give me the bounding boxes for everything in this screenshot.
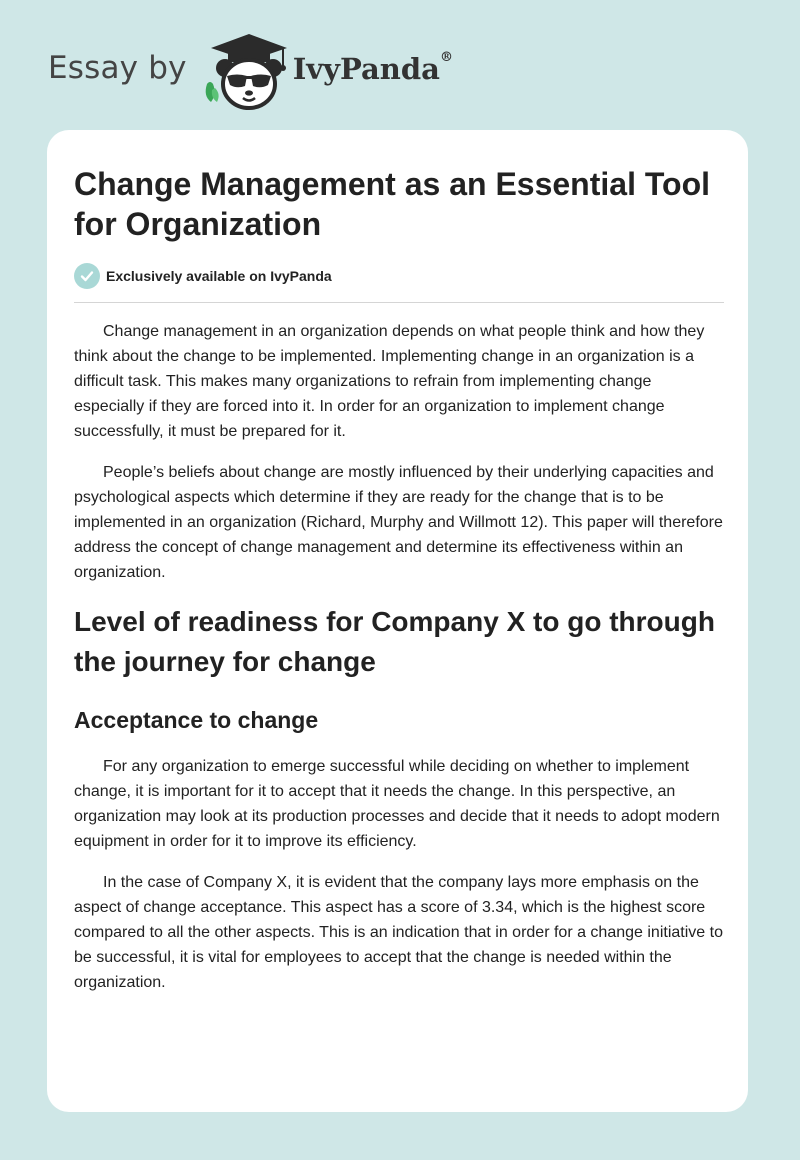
page-title: Change Management as an Essential Tool for Organization bbox=[74, 166, 710, 242]
paragraph: Change management in an organization depends on what people think and how they think about the change to be implemented. Implementing change in an organization is a difficult task. This makes many organizations to refrain from implementing change especially if they are forced into it. In order for an organization to implement change successfully, it must be prepared for it. bbox=[74, 323, 705, 440]
essay-card bbox=[47, 130, 748, 1112]
divider bbox=[74, 302, 724, 303]
paragraph: People’s beliefs about change are mostly influenced by their underlying capacities and psychological aspects which determine if they are ready for the change that is to be implemented in an organization (Richard, Murphy and Willmott 12). This paper will therefore address the concept of change management and determine its effectiveness within an organization. bbox=[74, 464, 723, 581]
exclusive-badge bbox=[74, 263, 332, 289]
checkmark-icon bbox=[74, 263, 100, 289]
paragraph: For any organization to emerge successful while deciding on whether to implement change, it is important for it to accept that it needs the change. In this perspective, an organization may look at its production processes and decide that it needs to adopt modern equipment in order for it to improve its efficiency. bbox=[74, 758, 720, 850]
brand-prefix: Essay by bbox=[48, 50, 187, 86]
brand-name: IvyPanda® bbox=[292, 50, 453, 86]
subsection-heading: Acceptance to change bbox=[74, 707, 319, 733]
panda-logo-icon bbox=[201, 28, 297, 112]
brand-header[interactable] bbox=[48, 28, 453, 112]
badge-label: Exclusively available on IvyPanda bbox=[106, 268, 332, 284]
paragraph: In the case of Company X, it is evident that the company lays more emphasis on the aspect of change acceptance. This aspect has a score of 3.34, which is the highest score compared to all the other aspects. This is an indication that in order for a change initiative to be successful, it is vital for employees to accept that the change is needed within the organization. bbox=[74, 874, 723, 991]
section-heading: Level of readiness for Company X to go through the journey for change bbox=[74, 606, 715, 677]
